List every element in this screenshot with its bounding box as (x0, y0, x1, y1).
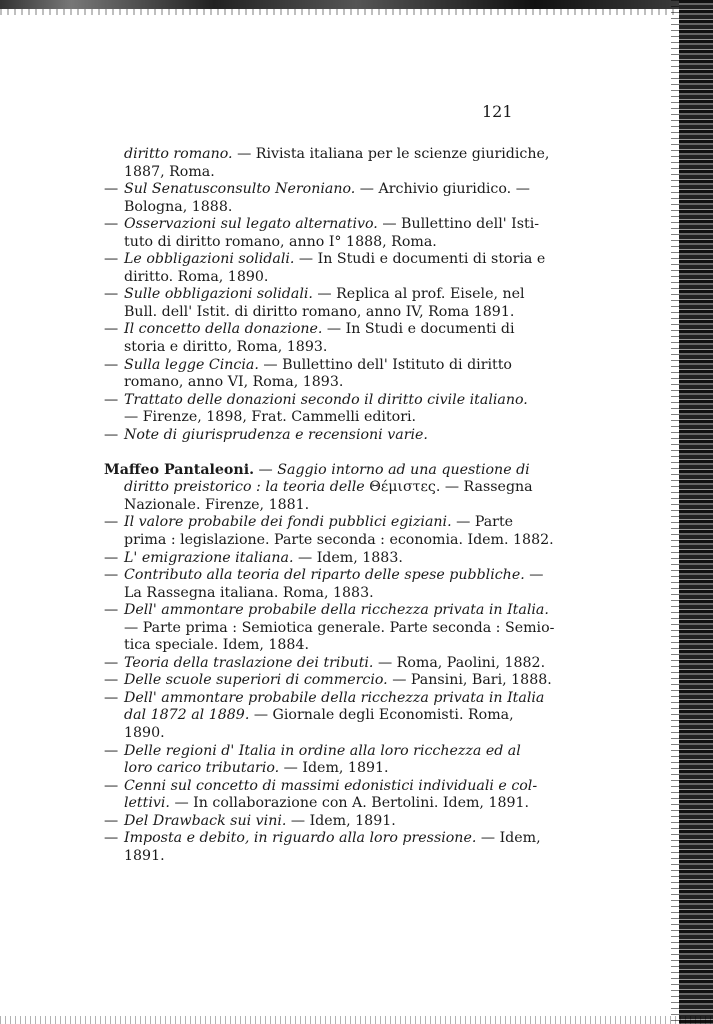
publication-info: 1891. (124, 847, 165, 864)
work-title: Il valore probabile dei fondi pubblici egiziani. (124, 514, 452, 531)
publication-info: La Rassegna italiana. Roma, 1883. (124, 584, 374, 601)
text-line (104, 461, 530, 480)
publication-info: — Roma, Paolini, 1882. (373, 654, 546, 671)
text-line (104, 146, 550, 164)
bibliography-entry (104, 742, 521, 778)
work-title: Trattato delle donazioni secondo il diritto civile italiano. (124, 391, 528, 408)
publication-info: — (254, 461, 278, 478)
publication-info: — Parte prima : Semiotica generale. Parte seconda : Semio- (124, 619, 555, 636)
entry-dash: — (104, 689, 119, 706)
text-line (104, 637, 511, 655)
work-title: Contributo alla teoria del riparto delle spese pubbliche. (124, 567, 525, 584)
work-title: Del Drawback sui vini. (124, 812, 287, 829)
publication-info: — Replica al prof. Eisele, nel (312, 286, 525, 303)
scan-bottom-edge (0, 1016, 713, 1024)
author-entry (104, 461, 533, 515)
publication-info: — Parte (451, 514, 514, 531)
work-title: Osservazioni sul legato alternativo. (124, 216, 378, 233)
entry-dash: — (104, 742, 119, 759)
entry-dash: — (104, 812, 119, 829)
text-line (104, 234, 511, 252)
text-line (104, 409, 511, 427)
publication-info: — Idem, 1891. (279, 760, 389, 777)
publication-info: — Giornale degli Economisti. Roma, (249, 707, 514, 724)
text-line (104, 848, 511, 866)
work-title: diritto preistorico : la teoria delle (124, 479, 370, 496)
bibliography-entry (104, 514, 554, 549)
work-title: Saggio intorno ad una questione di (277, 461, 530, 478)
publication-info: prima : legislazione. Parte seconda : economia. Idem. 1882. (124, 531, 554, 548)
text-line (104, 286, 525, 304)
publication-info: — Bullettino dell' Istituto di diritto (258, 356, 512, 373)
scan-top-edge (0, 0, 713, 9)
text-line (104, 199, 511, 217)
bibliography-entry (104, 181, 530, 216)
text-line (104, 269, 511, 287)
work-title: loro carico tributario. (124, 760, 280, 777)
author-name: Maffeo Pantaleoni. (104, 461, 255, 478)
text-line (104, 585, 511, 603)
text-line (104, 357, 511, 375)
entry-dash: — (104, 251, 119, 268)
entry-dash: — (104, 514, 119, 531)
publication-info: Θέμιστες. — Rassegna (369, 479, 533, 496)
text-line (104, 795, 530, 813)
bibliography-entry (104, 391, 528, 427)
entry-dash: — (104, 777, 119, 794)
work-title: dal 1872 al 1889. (124, 707, 250, 724)
text-line (104, 689, 545, 708)
text-line (104, 813, 511, 831)
entry-dash: — (104, 356, 119, 373)
bibliography-entry (104, 427, 511, 445)
entry-dash: — (104, 549, 119, 566)
publication-info: 1887, Roma. (124, 163, 215, 180)
work-title: lettivi. (124, 795, 170, 812)
publication-info: — Idem, 1883. (293, 549, 403, 566)
text-line (104, 497, 511, 515)
text-line (104, 602, 549, 620)
text-line (104, 777, 538, 796)
text-line (104, 742, 521, 761)
entry-dash: — (104, 567, 119, 584)
scan-top-noise (0, 9, 713, 15)
text-line (104, 164, 511, 182)
publication-info: Bologna, 1888. (124, 198, 233, 215)
publication-info: — Idem, (476, 830, 541, 847)
work-title: Note di giurisprudenza e recensioni varie. (124, 426, 428, 443)
publication-info: romano, anno VI, Roma, 1893. (124, 374, 344, 391)
entry-dash: — (104, 654, 119, 671)
entry-dash: — (104, 426, 119, 443)
text-line (104, 725, 511, 743)
publication-info: — Bullettino dell' Isti- (377, 216, 540, 233)
publication-info: — (524, 567, 544, 584)
scan-binding-edge (679, 0, 713, 1024)
bibliography-entry (104, 567, 544, 602)
work-title: Dell' ammontare probabile della ricchezza privata in Italia (124, 689, 545, 706)
text-line (104, 567, 544, 585)
work-title: Cenni sul concetto di massimi edonistici individuali e col- (124, 777, 538, 794)
work-title: L' emigrazione italiana. (124, 549, 294, 566)
page-number: 121 (482, 102, 513, 121)
text-line (104, 181, 530, 199)
bibliography-entry (104, 654, 546, 673)
bibliography-entry (104, 602, 555, 655)
bibliography-entry (104, 550, 511, 568)
publication-info: tuto di diritto romano, anno I° 1888, Roma. (124, 233, 437, 250)
scan-binding-shadow (671, 0, 679, 1024)
work-title: Teoria della traslazione dei tributi. (124, 654, 374, 671)
text-line (104, 830, 541, 848)
publication-info: — In Studi e documenti di (322, 321, 515, 338)
text-line (104, 251, 546, 269)
bibliography-entry (104, 321, 515, 356)
publication-info: — In collaborazione con A. Bertolini. Idem, 1891. (169, 795, 530, 812)
text-line (104, 374, 511, 392)
work-title: Il concetto della donazione. (124, 321, 323, 338)
text-line (104, 531, 554, 550)
bibliography-entry (104, 777, 538, 813)
text-line (104, 427, 511, 445)
entry-dash: — (104, 672, 119, 689)
text-line (104, 760, 511, 778)
entry-dash: — (104, 830, 119, 847)
bibliography-entry (104, 251, 546, 286)
publication-info: — Archivio giuridico. — (355, 181, 530, 198)
entry-dash: — (104, 321, 119, 338)
entry-dash: — (104, 391, 119, 408)
bibliography-entry (104, 286, 525, 321)
work-title: Sul Senatusconsulto Neroniano. (124, 181, 356, 198)
work-title: Le obbligazioni solidali. (124, 251, 295, 268)
work-title: Sulle obbligazioni solidali. (124, 286, 313, 303)
publication-info: — In Studi e documenti di storia e (294, 251, 546, 268)
publication-info: diritto. Roma, 1890. (124, 268, 269, 285)
text-line (104, 514, 514, 532)
publication-info: 1890. (124, 725, 165, 741)
work-title: Dell' ammontare probabile della ricchezza privata in Italia. (124, 602, 549, 619)
publication-info: storia e diritto, Roma, 1893. (124, 339, 328, 356)
text-line (104, 654, 546, 673)
publication-info: — Pansini, Bari, 1888. (387, 672, 552, 689)
text-line (104, 619, 555, 638)
text-line (104, 303, 515, 322)
text-line (104, 216, 540, 234)
text-line (104, 391, 528, 410)
publication-info: tica speciale. Idem, 1884. (124, 637, 309, 654)
entry-dash: — (104, 602, 119, 619)
text-line (104, 550, 511, 568)
publication-info: Nazionale. Firenze, 1881. (124, 496, 310, 513)
bibliography-entry (104, 689, 545, 743)
bibliography-entry (104, 830, 541, 865)
text-line (104, 672, 552, 690)
text-line (104, 707, 514, 725)
work-title: Delle regioni d' Italia in ordine alla loro ricchezza ed al (124, 742, 521, 759)
text-line (104, 321, 515, 339)
bibliography-entry (104, 357, 511, 392)
work-title: Sulla legge Cincia. (124, 356, 259, 373)
entry-dash: — (104, 181, 119, 198)
work-title: Imposta e debito, in riguardo alla loro pressione. (124, 830, 477, 847)
publication-info: — Rivista italiana per le scienze giuridiche, (232, 146, 550, 162)
text-line (104, 339, 511, 357)
bibliography-entry (104, 146, 550, 181)
bibliography-entry (104, 813, 511, 831)
publication-info: — Firenze, 1898, Frat. Cammelli editori. (124, 409, 417, 426)
entry-dash: — (104, 216, 119, 233)
entry-dash: — (104, 286, 119, 303)
work-title: Delle scuole superiori di commercio. (124, 672, 388, 689)
text-line (104, 479, 533, 497)
bibliography-entry (104, 672, 552, 690)
work-title: diritto romano. (124, 146, 233, 162)
publication-info: Bull. dell' Istit. di diritto romano, anno IV, Roma 1891. (124, 303, 515, 320)
bibliography-text (104, 146, 555, 865)
bibliography-entry (104, 216, 540, 251)
publication-info: — Idem, 1891. (286, 812, 396, 829)
